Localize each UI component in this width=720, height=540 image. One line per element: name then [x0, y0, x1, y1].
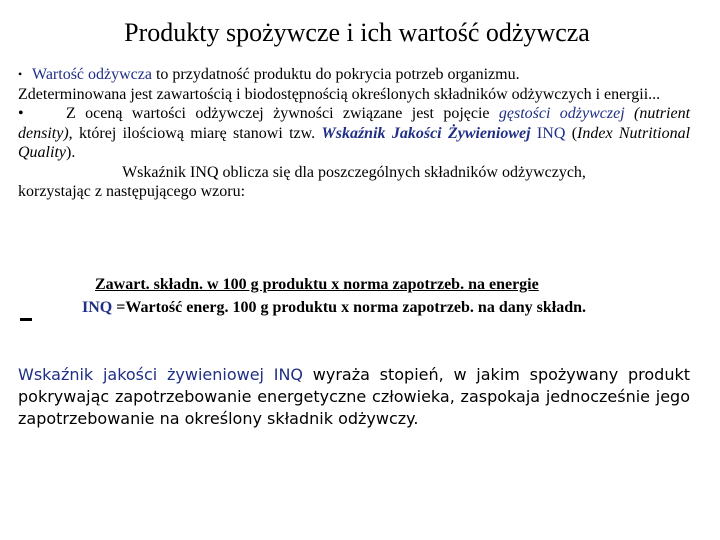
term-nutritional-value: Wartość odżywcza — [32, 66, 152, 83]
formula-intro-line2: korzystając z następującego wzoru: — [18, 183, 246, 200]
formula-numerator: Zawart. składn. w 100 g produktu x norma zapotrzeb. na energie — [95, 276, 539, 293]
inq-summary-text: wyraża stopień, w jakim spożywany produkt pokrywając zapotrzebowanie energetyczne człowieka, zaspokaja jednocześnie jego zapotrzebowanie na określony składnik odżywczy. — [18, 365, 691, 428]
definition-text: to przydatność produktu do pokrycia potrzeb organizmu. — [151, 66, 520, 83]
term-inq-summary: Wskaźnik jakości żywieniowej INQ — [18, 365, 304, 384]
bullet-icon: • — [18, 67, 23, 81]
slide-body — [18, 65, 690, 202]
determination-text: Zdeterminowana jest zawartością i biodostępnością określonych składników odżywczych i energii... — [18, 85, 661, 103]
paren-open: ( — [571, 124, 578, 142]
paragraph-nutritional-value — [18, 65, 690, 104]
formula-dash-mark — [20, 318, 32, 321]
bullet-icon: • — [18, 105, 24, 122]
inq-summary — [18, 364, 690, 430]
formula-intro-line1: Wskaźnik INQ oblicza się dla poszczególnych składników odżywczych, — [122, 163, 586, 181]
formula-denominator: Wartość energ. 100 g produktu x norma zapotrzeb. na dany składn. — [125, 299, 586, 316]
paragraph-nutrient-density — [18, 104, 690, 163]
english-term-inq: Index Nutritional Quality — [18, 124, 691, 161]
density-measure-text: , której ilościową miarę stanowi tzw. — [68, 124, 322, 142]
slide-title: Produkty spożywcze i ich wartość odżywcza — [124, 18, 590, 47]
english-term-nutrient-density: (nutrient density) — [18, 105, 691, 142]
term-nutrient-density: gęstości odżywczej — [498, 105, 625, 122]
formula-lhs-inq: INQ — [82, 299, 113, 316]
paragraph-formula-intro — [18, 163, 690, 183]
term-inq-polish: Wskaźnik Jakości Żywieniowej — [321, 124, 531, 142]
paragraph-formula-intro-cont — [18, 182, 690, 202]
formula-denominator-line — [82, 297, 586, 319]
formula-equals: = — [112, 299, 126, 316]
density-intro-text: Z oceną wartości odżywczej żywności związane jest pojęcie — [66, 105, 499, 122]
paren-close: ). — [66, 144, 76, 161]
term-inq-abbr: INQ — [530, 124, 566, 142]
